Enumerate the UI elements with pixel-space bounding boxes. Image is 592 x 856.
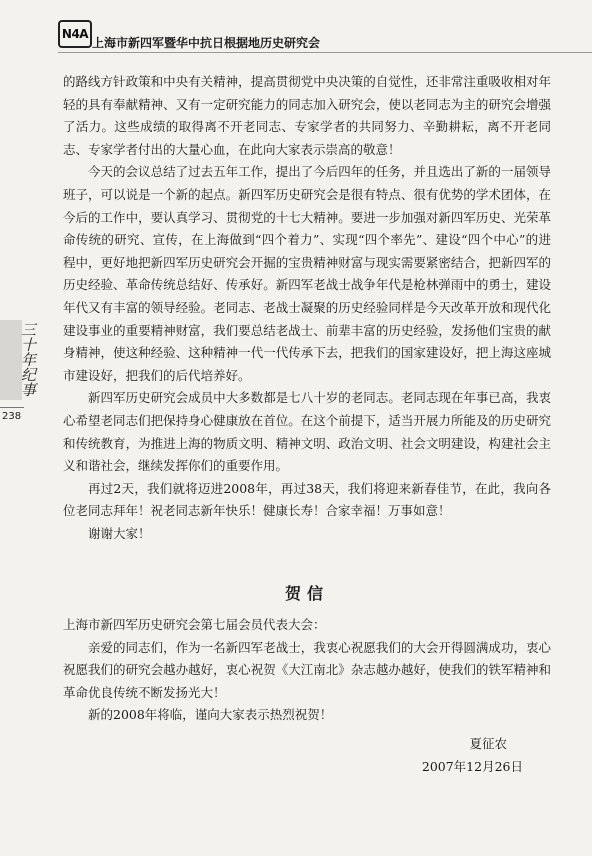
paragraph-3: 新四军历史研究会成员中大多数都是七八十岁的老同志。老同志现在年事已高，我衷心希望老同志们把保持身心健康放在首位。在这个前提下，适当开展力所能及的历史研究和传统教育，为推进上海的物质文明、精神文明、政治文明、社会文明建设，构建社会主义和谐社会，继续发挥你们的重要作用。 <box>63 390 551 474</box>
letter-signature: 夏征农 <box>469 736 507 752</box>
paragraph-4: 再过2天，我们就将迈进2008年，再过38天，我们将迎来新春佳节，在此，我向各位老同志拜年！祝老同志新年快乐！健康长寿！合家幸福！万事如意！ <box>63 480 551 519</box>
page-header <box>0 0 592 62</box>
page-number-rule <box>0 407 24 408</box>
letter-salutation: 上海市新四军历史研究会第七届会员代表大会： <box>63 617 326 633</box>
header-rule <box>58 52 592 53</box>
letter-paragraph-1: 亲爱的同志们，作为一名新四军老战士，我衷心祝愿我们的大会开得圆满成功，衷心祝愿我们的研究会越办越好，衷心祝贺《大江南北》杂志越办越好，使我们的铁军精神和革命优良传统不断发扬光大！ <box>63 639 551 700</box>
paragraph-5: 谢谢大家！ <box>88 525 151 541</box>
paragraph-2: 今天的会议总结了过去五年工作，提出了今后四年的任务，并且选出了新的一届领导班子，可以说是一个新的起点。新四军历史研究会是很有特点、很有优势的学术团体，在今后的工作中，要认真学习、贯彻党的十七大精神。要进一步加强对新四军历史、光荣革命传统的研究、宣传，在上海做到“四个着力”、实现“四个率先”、建设“四个中心”的进程中，更好地把新四军历史研究会开掘的宝贵精神财富与现实需要紧密结合，把新四军的历史经验、革命传统总结好、传承好。新四军老战士战争年代是枪林弹雨中的勇士，建设年代又有丰富的领导经验。老同志、老战士凝聚的历史经验同样是今天改革开放和现代化建设事业的重要精神财富，我们要总结老战士、前辈丰富的历史经验，发扬他们宝贵的献身精神，使这种经验、这种精神一代一代传承下去，把我们的国家建设好，把上海这座城市建设好，把我们的后代培养好。 <box>63 164 551 383</box>
page-number: 238 <box>2 411 22 422</box>
paragraph-1: 的路线方针政策和中央有关精神，提高贯彻党中央决策的自觉性，还非常注重吸收相对年轻的具有奉献精神、又有一定研究能力的同志加入研究会，使以老同志为主的研究会增强了活力。这些成绩的取得离不开老同志、专家学者的共同努力、辛勤耕耘，离不开老同志、专家学者付出的大量心血，在此向大家表示崇高的敬意！ <box>63 74 551 157</box>
side-calligraphy-mark: 三十年纪事 <box>19 322 37 397</box>
letter-paragraph-2: 新的2008年将临，谨向大家表示热烈祝贺！ <box>88 707 333 723</box>
page-content <box>63 71 551 778</box>
letter-date: 2007年12月26日 <box>421 758 523 774</box>
letter-title: 贺信 <box>284 584 329 604</box>
n4a-logo: N4A <box>58 20 92 48</box>
organization-name: 上海市新四军暨华中抗日根据地历史研究会 <box>92 36 321 50</box>
